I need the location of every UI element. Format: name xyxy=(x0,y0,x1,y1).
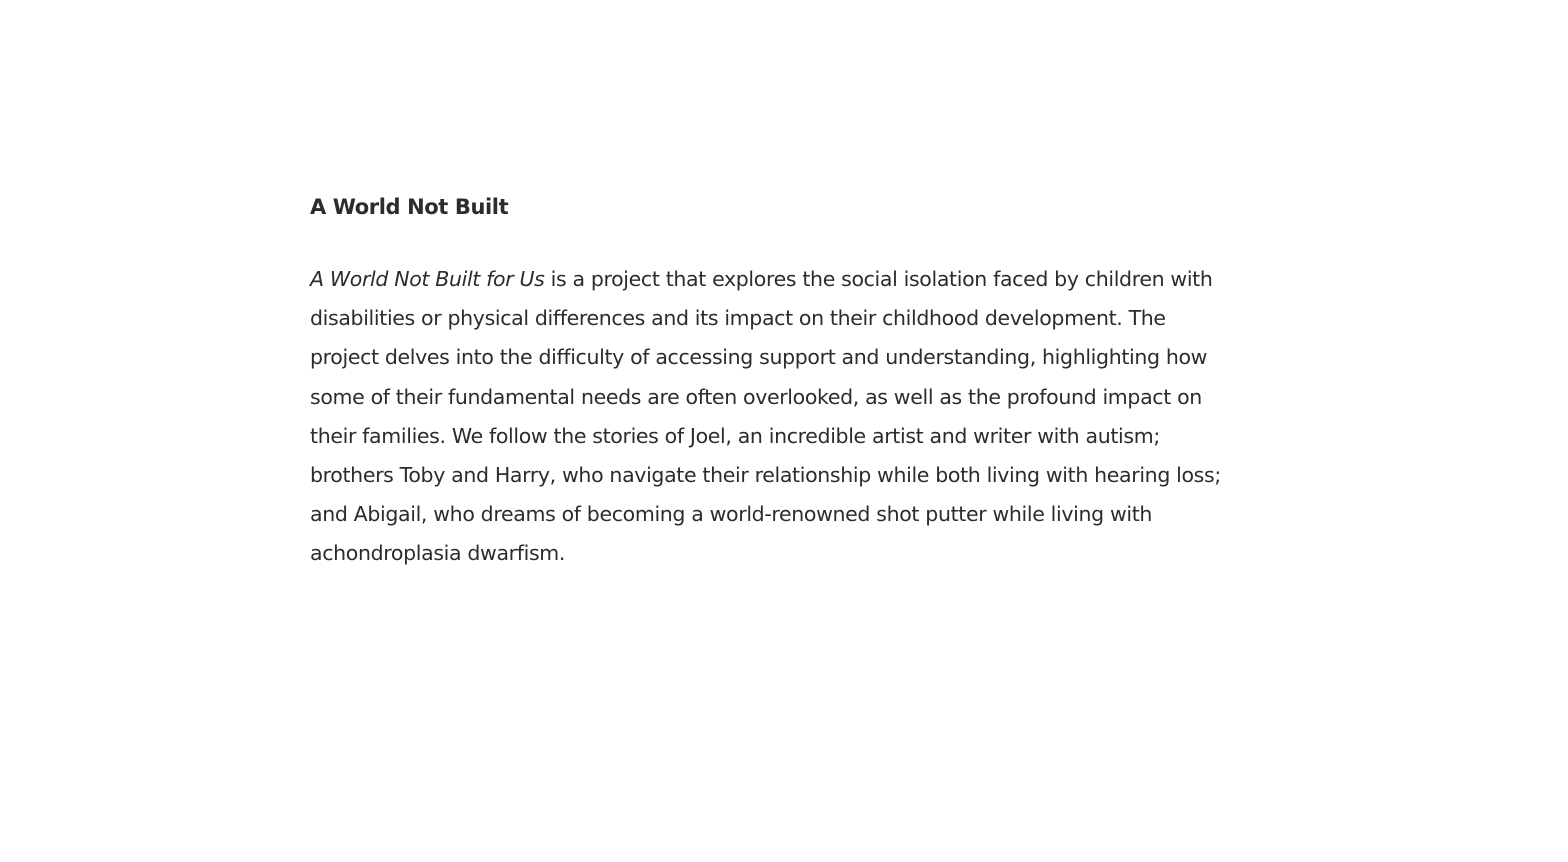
project-description-text: is a project that explores the social isolation faced by children with disabilities or physical differences and its impact on their childhood development. The project delves into the difficulty of accessing support and understanding, highlighting how some of their fundamental needs are often overlooked, as well as the profound impact on their families. We follow the stories of Joel, an incredible artist and writer with autism; brothers Toby and Harry, who navigate their relationship while both living with hearing loss; and Abigail, who dreams of becoming a world-renowned shot putter while living with achondroplasia dwarfism. xyxy=(310,267,1221,566)
section-heading: A World Not Built xyxy=(310,195,509,219)
article-section xyxy=(310,190,1240,574)
project-title-italic: A World Not Built for Us xyxy=(310,267,545,291)
project-description xyxy=(310,260,1240,574)
